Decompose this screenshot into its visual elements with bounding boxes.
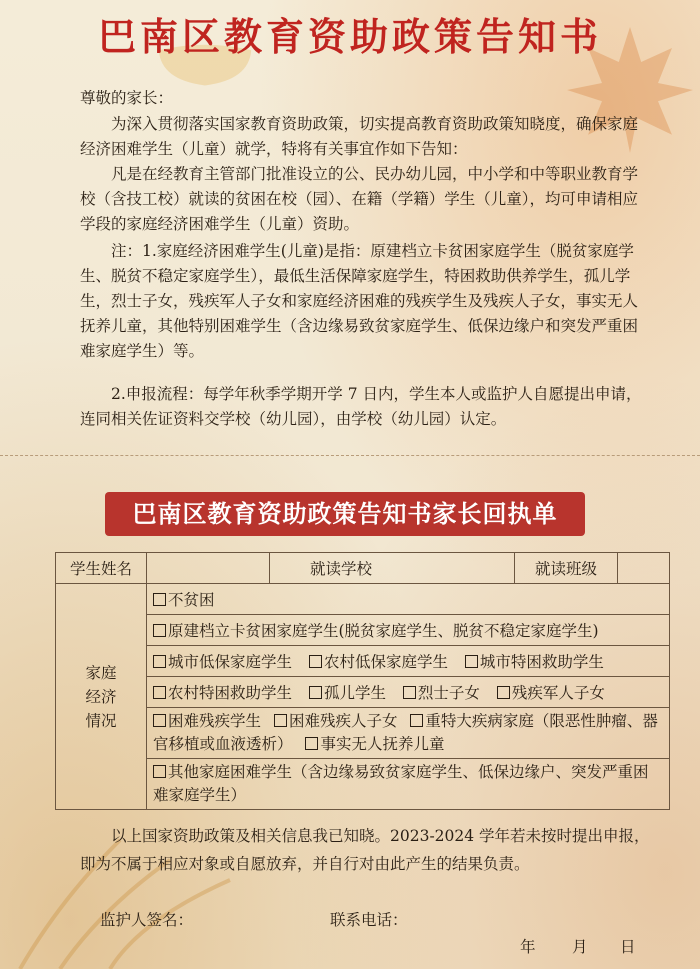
tear-line <box>0 455 700 456</box>
checkbox-disabled-student[interactable] <box>153 714 166 727</box>
option-row-4: 农村特困救助学生 孤儿学生 烈士子女 残疾军人子女 <box>147 677 670 708</box>
checkbox-martyr-child[interactable] <box>403 686 416 699</box>
note-procedure: 2.申报流程：每学年秋季学期开学 7 日内，学生本人或监护人自愿提出申请，连同相关佐证资料交学校（幼儿园），由学校（幼儿园）认定。 <box>80 385 642 428</box>
intro-paragraph: 为深入贯彻落实国家教育资助政策，切实提高教育资助政策知晓度，确保家庭经济困难学生（儿童）就学，特将有关事宜作如下告知： <box>80 115 639 158</box>
checkbox-disabled-soldier-child[interactable] <box>497 686 510 699</box>
student-name-field[interactable] <box>147 553 270 584</box>
checkbox-urban-tekun[interactable] <box>465 655 478 668</box>
checkbox-de-facto-unsupported[interactable] <box>305 737 318 750</box>
note-definition: 注：1.家庭经济困难学生(儿童)是指：原建档立卡贫困家庭学生（脱贫家庭学生、脱贫不稳定家庭学生），最低生活保障家庭学生，特困救助供养学生，孤儿学生，烈士子女，残疾军人子女和家庭经济困难的残疾学生及残疾人子女，事实无人抚养儿童，其他特别困难学生（含边缘易致贫家庭学生、低保边缘户和突发严重困难家庭学生）等。 <box>80 242 639 360</box>
school-field[interactable] <box>412 553 515 584</box>
checkbox-rural-dibao[interactable] <box>309 655 322 668</box>
receipt-title: 巴南区教育资助政策告知书家长回执单 <box>105 492 585 536</box>
date-day-label: 日 <box>620 938 636 956</box>
eligibility-paragraph: 凡是在经教育主管部门批准设立的公、民办幼儿园，中小学和中等职业教育学校（含技工校）就读的贫困在校（园）、在籍（学籍）学生（儿童），均可申请相应学段的家庭经济困难学生（儿童）资助。 <box>80 165 639 233</box>
guardian-signature-label: 监护人签名： <box>100 911 194 929</box>
class-label: 就读班级 <box>515 553 618 584</box>
option-row-6: 其他家庭困难学生（含边缘易致贫家庭学生、低保边缘户、突发严重困难家庭学生） <box>147 759 670 810</box>
student-name-label: 学生姓名 <box>56 553 147 584</box>
receipt-form <box>55 552 670 810</box>
checkbox-major-illness[interactable] <box>410 714 423 727</box>
guardian-signature-field[interactable] <box>195 908 315 930</box>
option-row-5: 困难残疾学生 困难残疾人子女 重特大疾病家庭（限恶性肿瘤、器官移植或血液透析） 事实无人抚养儿童 <box>147 708 670 759</box>
checkbox-urban-dibao[interactable] <box>153 655 166 668</box>
option-row-3: 城市低保家庭学生 农村低保家庭学生 城市特困救助学生 <box>147 646 670 677</box>
class-field[interactable] <box>618 553 670 584</box>
checkbox-not-poor[interactable] <box>153 593 166 606</box>
checkbox-disabled-parent-child[interactable] <box>274 714 287 727</box>
option-row-1: 不贫困 <box>147 584 670 615</box>
checkbox-registered-poor[interactable] <box>153 624 166 637</box>
contact-phone-field[interactable] <box>420 908 620 930</box>
page-title: 巴南区教育资助政策告知书 <box>97 15 602 59</box>
checkbox-orphan[interactable] <box>309 686 322 699</box>
option-row-2: 原建档立卡贫困家庭学生(脱贫家庭学生、脱贫不稳定家庭学生) <box>147 615 670 646</box>
school-label: 就读学校 <box>270 553 413 584</box>
checkbox-other-hardship[interactable] <box>153 765 166 778</box>
checkbox-rural-tekun[interactable] <box>153 686 166 699</box>
family-economic-status-label: 家庭 经济 情况 <box>56 584 147 810</box>
greeting: 尊敬的家长： <box>80 89 174 107</box>
date-year-label: 年 <box>520 938 536 956</box>
date-month-label: 月 <box>572 938 588 956</box>
contact-phone-label: 联系电话： <box>330 911 408 929</box>
acknowledgement-statement: 以上国家资助政策及相关信息我已知晓。2023-2024 学年若未按时提出申报，即为不属于相应对象或自愿放弃，并自行对由此产生的结果负责。 <box>80 827 650 873</box>
